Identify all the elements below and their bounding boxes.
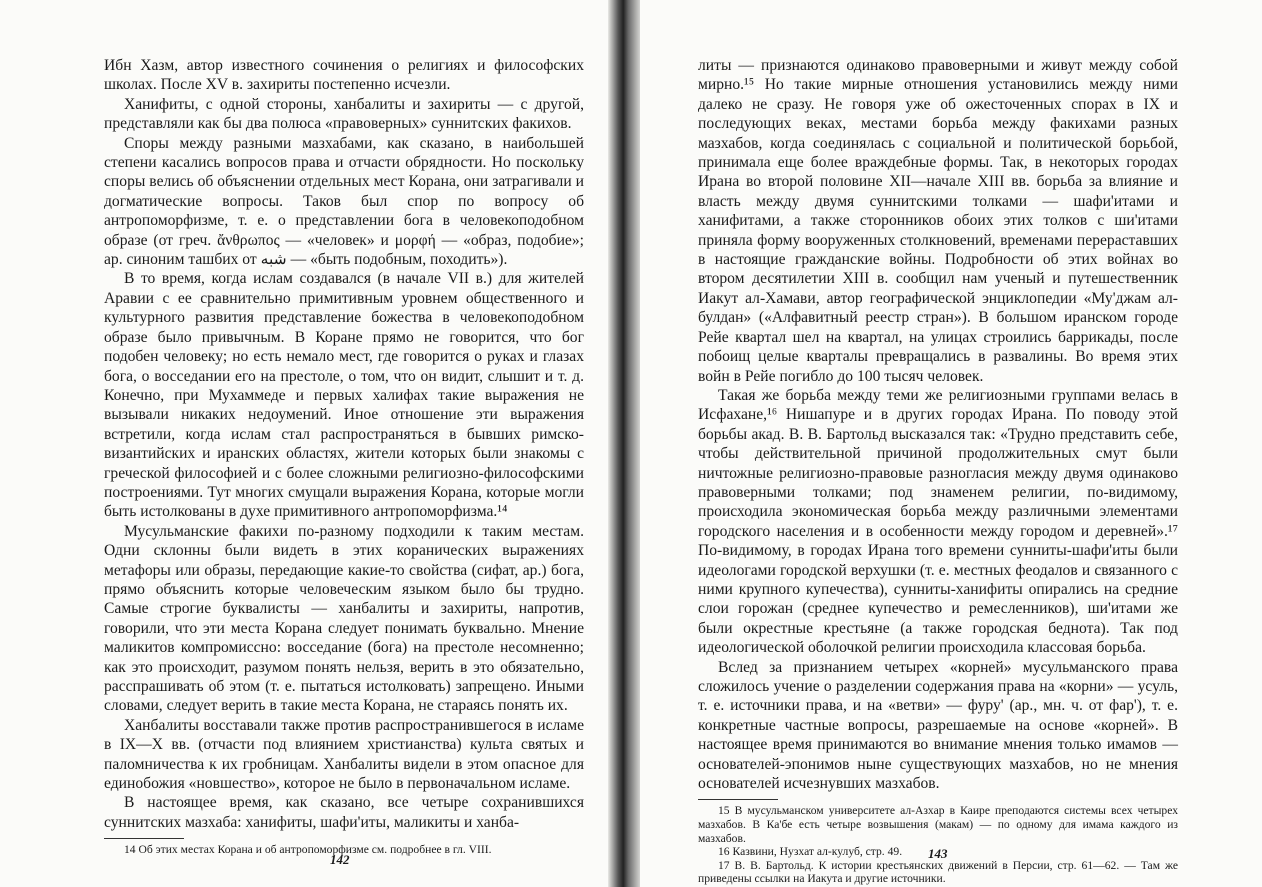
paragraph: Мусульманские факихи по-разному подходили к таким местам. Одни склонны были видеть в этих коранических выражениях метафоры или образы, передающие какие-то свойства (сифат, ар.) бога, прямо объяснить которые человеческим языком было бы трудно. Самые строгие буквалисты — ханбалиты и захириты, напротив, говорили, что эти места Корана следует понимать буквально. Мнение маликитов компромиссно: восседание (бога) на престоле несомненно; как это происходит, разумом понять нельзя, верить в это обязательно, расспрашивать об этом (т. е. пытаться истолковать) запрещено. Иными словами, следует верить в такие места Корана, не стараясь понять их. [104,522,584,715]
book-gutter [608,0,642,887]
page-number: 143 [928,846,948,861]
left-page [0,0,612,887]
footnote-divider [698,799,778,800]
footnote: 16 Казвини, Нузхат ал-кулуб, стр. 49. [718,845,903,859]
paragraph: Ханифиты, с одной стороны, ханбалиты и захириты — с другой, представляли как бы два полюса «правоверных» суннитских факихов. [104,95,584,133]
paragraph: литы — признаются одинаково правоверными и живут между собой мирно.¹⁵ Но такие мирные отношения установились между ними далеко не сразу. Не говоря уже об ожесточенных спорах в IX и последующих веках, местами борьба между факихами разных мазхабов, когда соединялась с социальной и политической борьбой, принимала еще более враждебные формы. Так, в некоторых городах Ирана во второй половине XII—начале XIII вв. борьба за влияние и власть между двумя суннитскими толками — шафи'итами и ханифитами, а также сторонников обоих этих толков с ши'итами приняла форму вооруженных столкновений, временами перераставших в настоящие гражданские войны. Подробности об этих войнах во втором десятилетии XIII в. сообщил нам ученый и путешественник Иакут ал-Хамави, автор географической энциклопедии «Му'джам ал-булдан» («Алфавитный реестр стран»). В большом иранском городе Рейе квартал шел на квартал, на улицах строились баррикады, после побоищ целые кварталы превращались в развалины. Во время этих войн в Рейе погибло до 100 тысяч человек. [698,57,1178,385]
footnote: 17 В. В. Бартольд. К истории крестьянских движений в Персии, стр. 61—62. — Там же приведены ссылки на Иакута и другие источники. [698,858,1178,886]
footnote: 14 Об этих местах Корана и об антропоморфизме см. подробнее в гл. VIII. [124,843,492,857]
page-number: 142 [330,852,350,867]
right-text-column [698,56,1178,886]
paragraph: Вслед за признанием четырех «корней» мусульманского права сложилось учение о разделении содержания права на «корни» — усуль, т. е. источники права, и на «ветви» — фуру' (ар., мн. ч. от фар'), т. е. конкретные частные вопросы, разрешаемые на основе «корней». В настоящее время принимаются во внимание мнения только имамов — основателей-эпонимов ныне существующих мазхабов, но не мнения основателей исчезнувших мазхабов. [698,658,1178,793]
paragraph: Ханбалиты восставали также против распространившегося в исламе в IX—X вв. (отчасти под влиянием христианства) культа святых и паломничества к их гробницам. Ханбалиты видели в этом опасное для единобожия «новшество», которое не было в первоначальном исламе. [104,716,584,793]
paragraph: Ибн Хазм, автор известного сочинения о религиях и философских школах. После XV в. захириты постепенно исчезли. [104,57,584,94]
paragraph: В настоящее время, как сказано, все четыре сохранившихся суннитских мазхаба: ханифиты, шафи'иты, маликиты и ханба- [104,794,584,831]
footnote: 15 В мусульманском университете ал-Азхар в Каире преподаются системы всех четырех мазхабов. В Ка'бе есть четыре возвышения (макам) — по одному для имама каждого из мазхабов. [698,804,1178,845]
paragraph: Споры между разными мазхабами, как сказано, в наибольшей степени касались вопросов права и отчасти обрядности. Но поскольку споры велись об объяснении отдельных мест Корана, они затрагивали и догматические вопросы. Таков был спор по вопросу об антропоморфизме, т. е. о представлении бога в человекоподобном образе (от греч. ἄνθρωπος — «человек» и μορφή — «образ, подобие»; ар. синоним ташбих от شبه — «быть подобным, походить»). [104,134,584,269]
footnote-divider [104,838,184,839]
left-text-column [104,56,584,857]
paragraph: В то время, когда ислам создавался (в начале VII в.) для жителей Аравии с ее сравнительно примитивным уровнем общественного и культурного развития представление божества в человекоподобном образе было привычным. В Коране прямо не говорится, что бог подобен человеку; но есть немало мест, где говорится о руках и глазах бога, о восседании его на престоле, о том, что он видит, слышит и т. д. Конечно, при Мухаммеде и первых халифах такие выражения не вызывали никаких недоумений. Иное отношение эти выражения встретили, когда ислам стал распространяться в бывших римско-византийских и иранских областях, жители которых были знакомы с греческой философией и с более сложными религиозно-философскими построениями. Тут многих смущали выражения Корана, которые могли быть истолкованы в духе примитивного антропоморфизма.¹⁴ [104,270,584,521]
right-page [640,0,1262,887]
paragraph: Такая же борьба между теми же религиозными группами велась в Исфахане,¹⁶ Нишапуре и в других городах Ирана. По поводу этой борьбы акад. В. В. Бартольд высказался так: «Трудно представить себе, чтобы действительной причиной продолжительных смут были ничтожные религиозно-правовые разногласия между двумя одинаково правоверными толками; под знаменем религии, по-видимому, происходила экономическая борьба между различными элементами городского населения и в особенности между городом и деревней».¹⁷ По-видимому, в городах Ирана того времени сунниты-шафи'иты были идеологами городской верхушки (т. е. местных феодалов и связанного с ними крупного купечества), сунниты-ханифиты опирались на средние слои горожан (среднее купечество и ремесленников), ши'итами же были окрестные крестьяне (а также городская беднота). Так под идеологической оболочкой религии происходила классовая борьба. [698,386,1178,657]
